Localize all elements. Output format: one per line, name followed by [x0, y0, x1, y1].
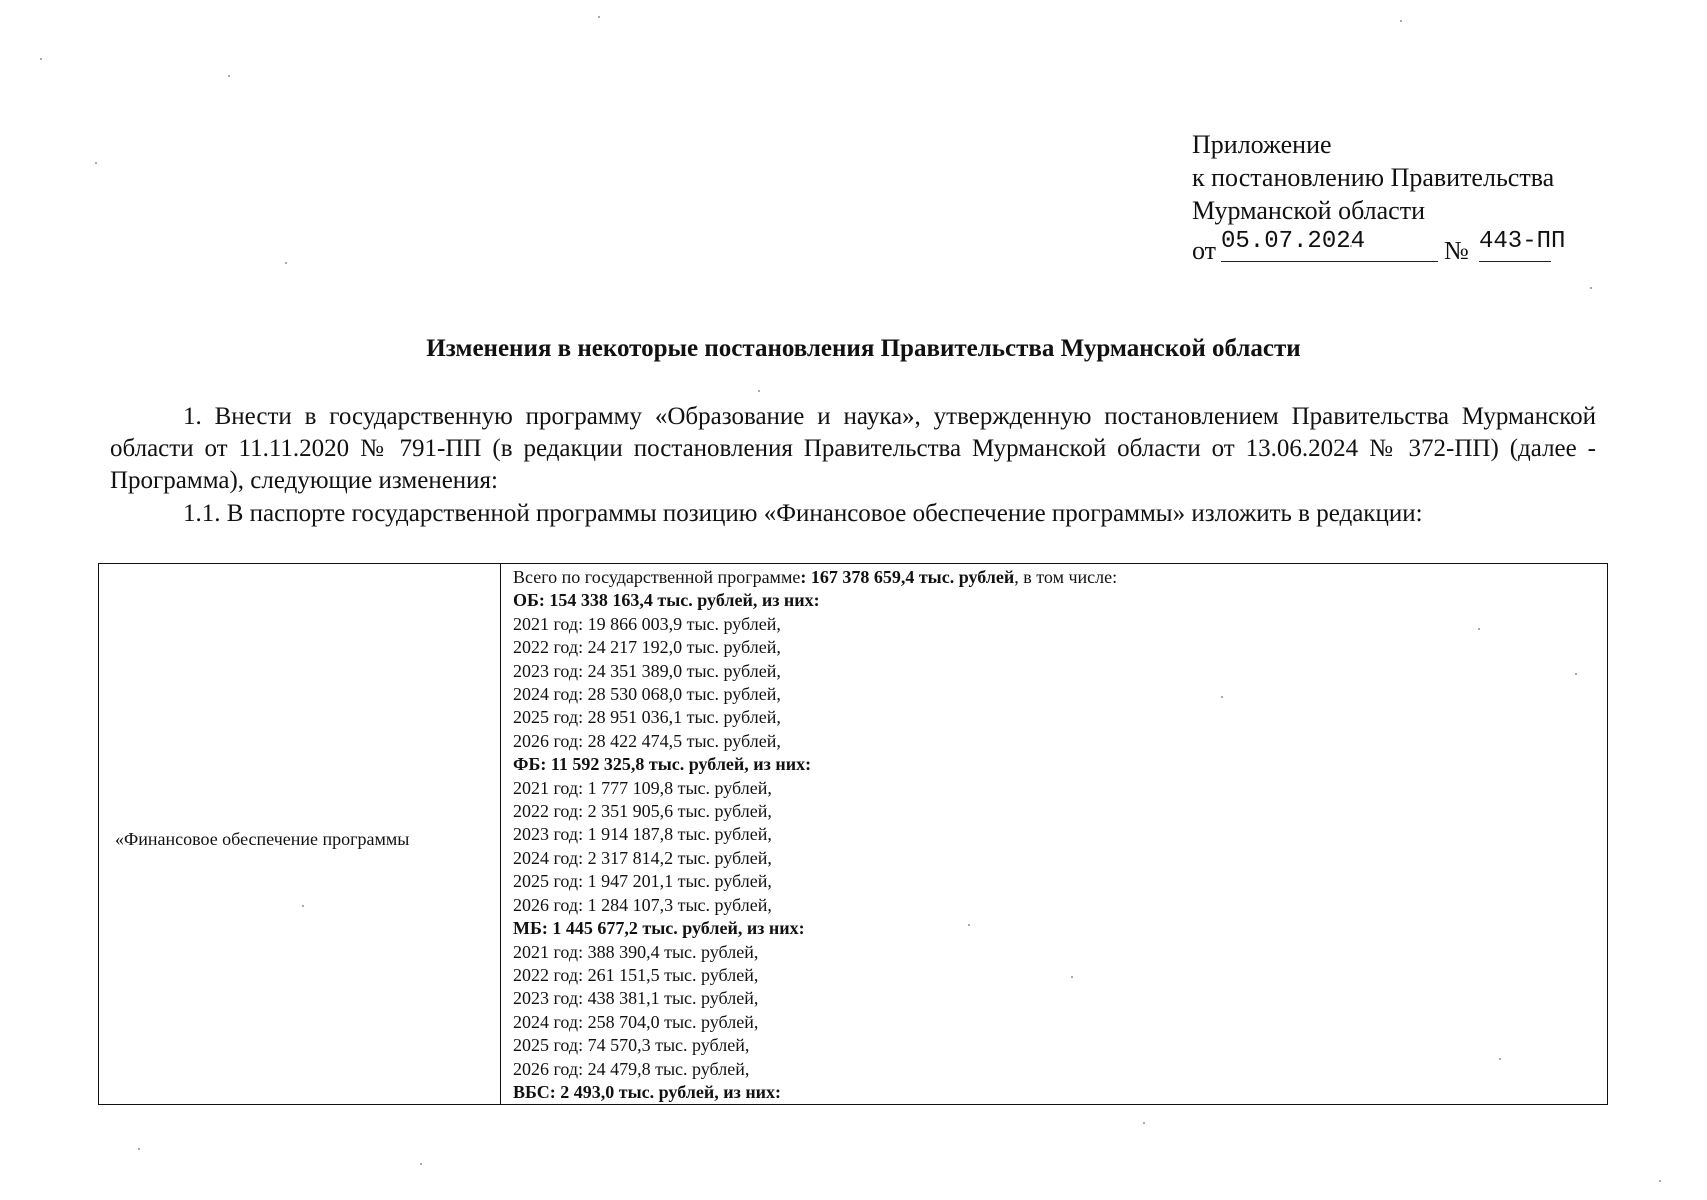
year-row: 2024 год: 28 530 068,0 тыс. рублей,: [513, 684, 781, 705]
year-row: 2021 год: 1 777 109,8 тыс. рублей,: [513, 777, 772, 798]
scan-speck: [138, 1148, 140, 1150]
scan-speck: [758, 390, 760, 392]
year-row: 2026 год: 28 422 474,5 тыс. рублей,: [513, 730, 781, 751]
section-header-fb: ФБ: 11 592 325,8 тыс. рублей, из них:: [513, 754, 812, 775]
document-title: Изменения в некоторые постановления Правительства Мурманской области: [426, 335, 1301, 362]
scan-speck: [1590, 287, 1592, 289]
scan-speck: [598, 16, 600, 18]
resolution-number: 443-ПП: [1479, 227, 1551, 262]
section-header-ob: ОБ: 154 338 163,4 тыс. рублей, из них:: [513, 590, 820, 611]
paragraph-1-text: 1. Внести в государственную программу «Образование и наука», утвержденную постановлением Правительства Мурманской области от 11.11.2020 № 791-ПП (в редакции постановления Правительства Мурманской области от 13.06.2024 № 372-ПП) (далее - Программа), следующие изменения:: [110, 403, 1596, 494]
year-row: 2025 год: 74 570,3 тыс. рублей,: [513, 1035, 750, 1056]
appendix-reference-line: [1192, 227, 1566, 265]
total-suffix: , в том числе:: [1014, 567, 1118, 587]
date-prefix: от: [1192, 236, 1217, 265]
financing-values-cell: [501, 564, 1607, 1104]
year-row: 2023 год: 24 351 389,0 тыс. рублей,: [513, 660, 781, 681]
financing-total-row: [513, 566, 1607, 589]
financing-label-cell: [99, 564, 501, 1104]
appendix-block: [1192, 128, 1566, 265]
year-row: 2024 год: 258 704,0 тыс. рублей,: [513, 1011, 759, 1032]
financing-table: [98, 563, 1608, 1105]
paragraph-1: [110, 401, 1596, 497]
year-row: 2022 год: 2 351 905,6 тыс. рублей,: [513, 801, 772, 822]
appendix-line-1: Приложение: [1192, 130, 1332, 159]
total-prefix: Всего по государственной программе: [513, 567, 801, 587]
number-sign: №: [1444, 236, 1469, 265]
scan-speck: [228, 75, 230, 77]
year-row: 2022 год: 24 217 192,0 тыс. рублей,: [513, 637, 781, 658]
scan-speck: [420, 1163, 422, 1165]
year-row: 2023 год: 1 914 187,8 тыс. рублей,: [513, 824, 772, 845]
year-row: 2025 год: 1 947 201,1 тыс. рублей,: [513, 871, 772, 892]
scan-speck: [1143, 1122, 1145, 1124]
year-row: 2021 год: 388 390,4 тыс. рублей,: [513, 941, 759, 962]
appendix-line-2: к постановлению Правительства: [1192, 163, 1555, 192]
year-row: 2023 год: 438 381,1 тыс. рублей,: [513, 988, 759, 1009]
appendix-line-3: Мурманской области: [1192, 196, 1425, 225]
paragraph-1-1: [110, 498, 1596, 530]
scan-speck: [95, 162, 97, 164]
year-row: 2026 год: 1 284 107,3 тыс. рублей,: [513, 894, 772, 915]
scan-speck: [285, 262, 287, 264]
paragraph-1-1-text: 1.1. В паспорте государственной программы позицию «Финансовое обеспечение программы» изложить в редакции:: [183, 500, 1423, 527]
resolution-date: 05.07.2024: [1221, 227, 1438, 262]
year-row: 2026 год: 24 479,8 тыс. рублей,: [513, 1058, 750, 1079]
year-row: 2022 год: 261 151,5 тыс. рублей,: [513, 964, 759, 985]
section-header-vbs: ВБС: 2 493,0 тыс. рублей, из них:: [513, 1081, 782, 1102]
scan-speck: [40, 58, 42, 60]
scan-speck: [1400, 20, 1402, 22]
scan-speck: [1659, 1180, 1661, 1182]
section-header-mb: МБ: 1 445 677,2 тыс. рублей, из них:: [513, 918, 805, 939]
financing-label: «Финансовое обеспечение программы: [115, 828, 410, 849]
year-row: 2024 год: 2 317 814,2 тыс. рублей,: [513, 847, 772, 868]
total-value: : 167 378 659,4 тыс. рублей: [800, 567, 1015, 587]
year-row: 2025 год: 28 951 036,1 тыс. рублей,: [513, 707, 781, 728]
year-row: 2021 год: 19 866 003,9 тыс. рублей,: [513, 613, 781, 634]
